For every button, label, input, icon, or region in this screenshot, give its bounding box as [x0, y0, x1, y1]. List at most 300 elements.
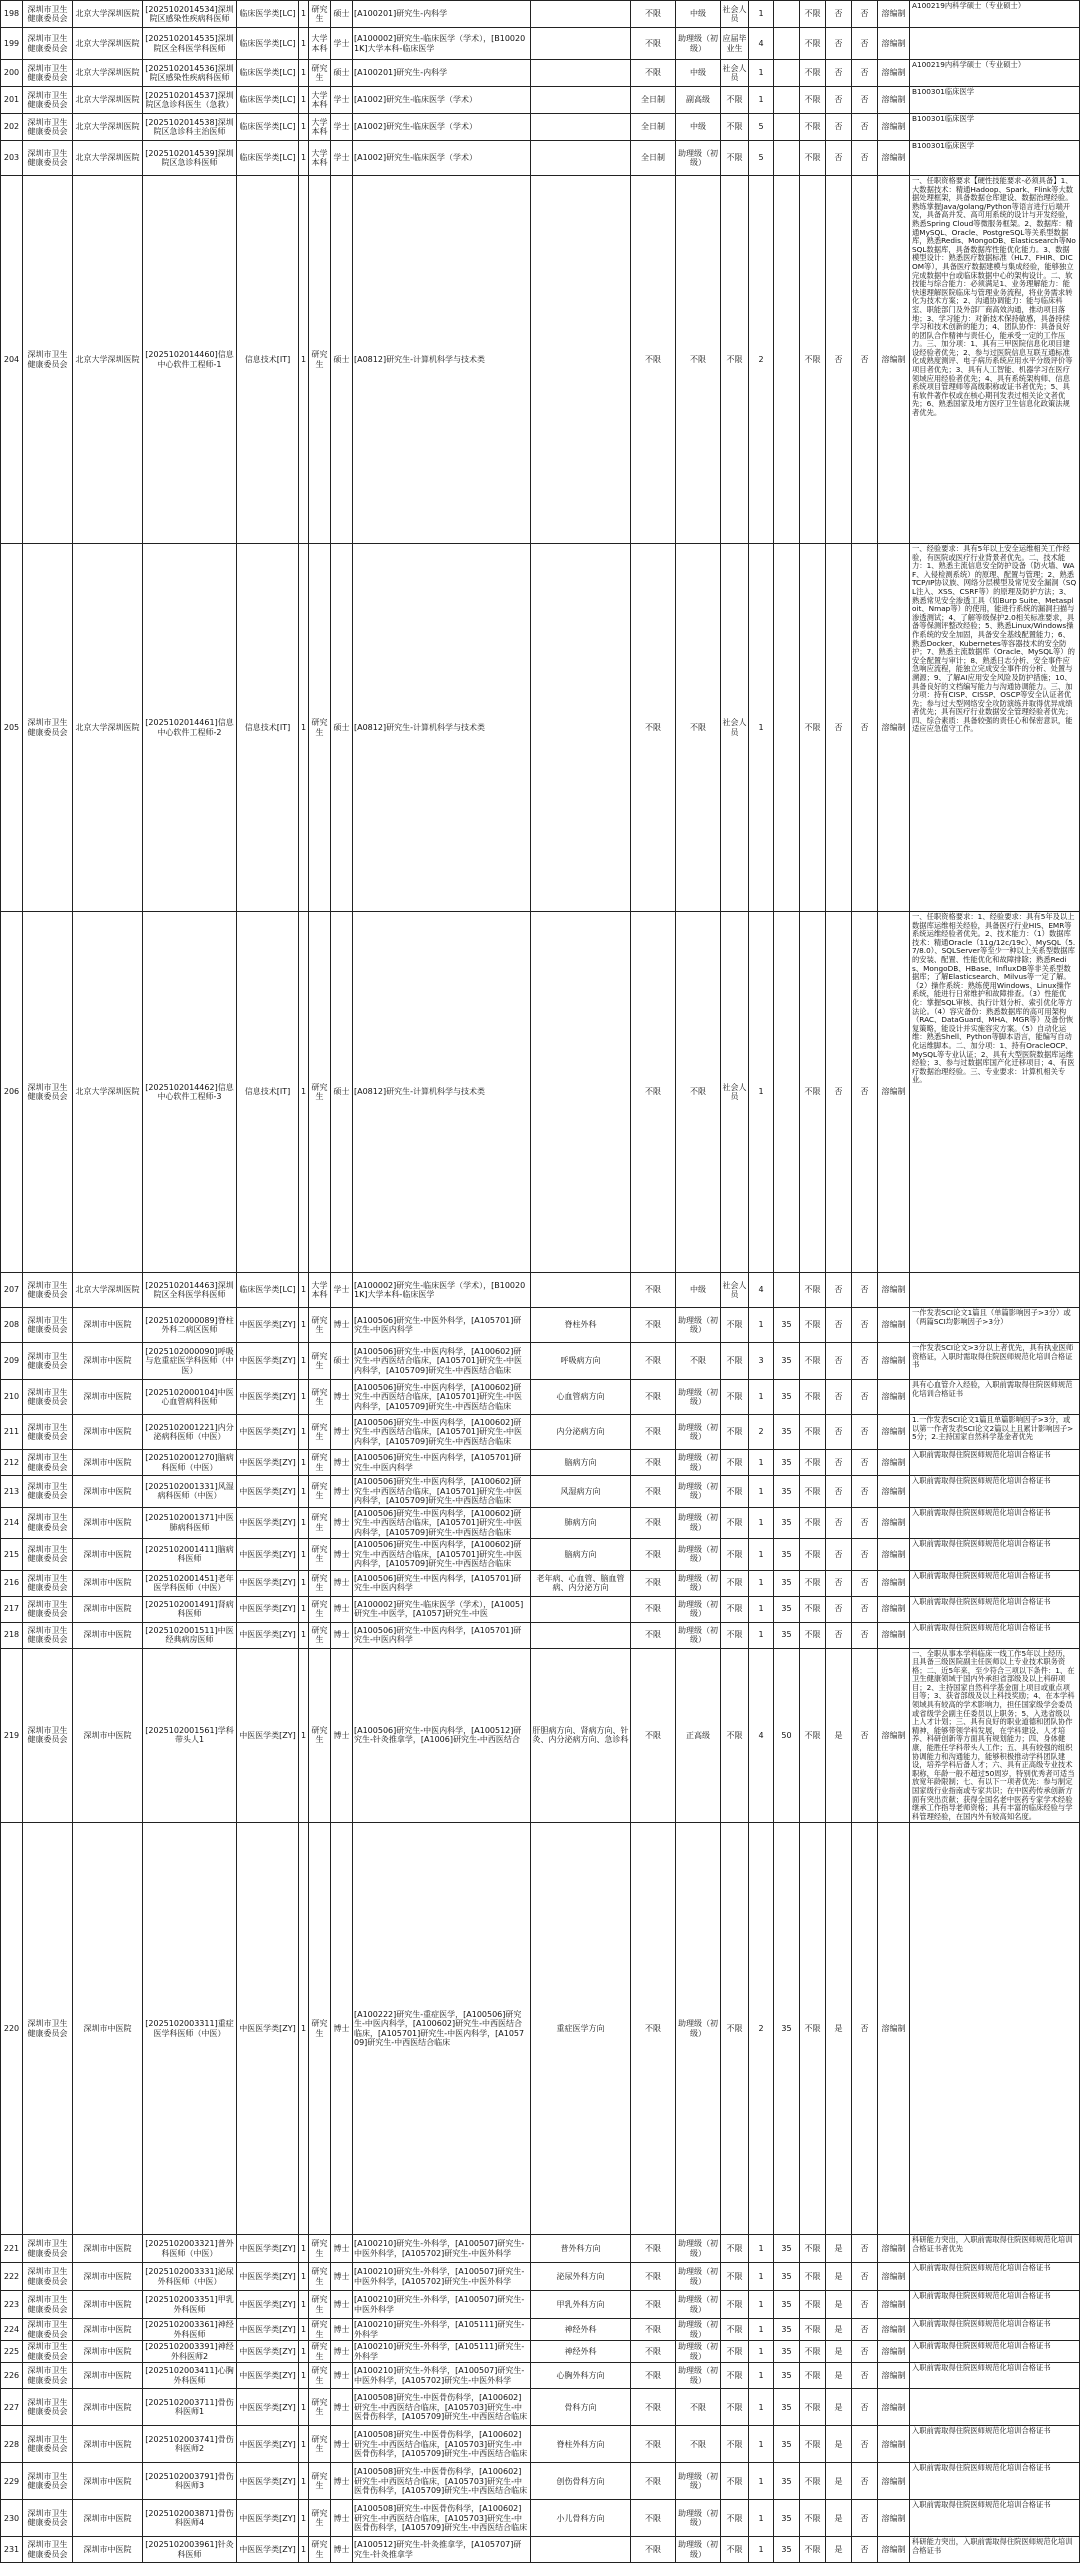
direction-cell: 肺病方向	[531, 1507, 631, 1539]
degree-cell: 硕士	[331, 1, 353, 28]
position-type-cell: 中医医学类[ZY]	[237, 2426, 299, 2463]
flag-d-cell: 否	[852, 1596, 878, 1622]
department-cell: 深圳市卫生健康委员会	[23, 114, 73, 141]
count-cell: 1	[299, 2500, 309, 2537]
direction-cell	[531, 1622, 631, 1648]
staffing-cell: 溶编制	[878, 2426, 910, 2463]
flag-d-cell: 否	[852, 544, 878, 912]
department-cell: 深圳市卫生健康委员会	[23, 1415, 73, 1450]
department-cell: 深圳市卫生健康委员会	[23, 1450, 73, 1476]
table-row	[1, 28, 1080, 60]
table-row	[1, 2291, 1080, 2319]
table-row	[1, 1380, 1080, 1415]
flag-d-cell: 否	[852, 2319, 878, 2341]
age-limit-cell	[774, 60, 800, 87]
major-cell: [A100506]研究生-中医内科学，[A100512]研究生-针灸推拿学，[A1006]研究生-中西医结合	[353, 1648, 531, 1823]
other-limit-cell: 不限	[800, 544, 826, 912]
department-cell: 深圳市卫生健康委员会	[23, 141, 73, 176]
department-cell: 深圳市卫生健康委员会	[23, 2319, 73, 2341]
flag-d-cell: 否	[852, 1507, 878, 1539]
direction-cell: 普外科方向	[531, 2235, 631, 2263]
education-cell: 研究生	[309, 1596, 331, 1622]
position-type-cell: 中医医学类[ZY]	[237, 2341, 299, 2363]
flag-d-cell: 否	[852, 2235, 878, 2263]
table-row	[1, 60, 1080, 87]
count-cell: 1	[299, 1450, 309, 1476]
department-cell: 深圳市卫生健康委员会	[23, 1622, 73, 1648]
unit-cell: 深圳市中医院	[73, 1380, 143, 1415]
position-code-cell: [2025102003741]骨伤科医师2	[143, 2426, 237, 2463]
table-row	[1, 1343, 1080, 1380]
flag-c-cell: 否	[826, 1539, 852, 1571]
staffing-cell: 溶编制	[878, 1273, 910, 1308]
education-cell: 研究生	[309, 2363, 331, 2389]
age-limit-cell: 35	[774, 2291, 800, 2319]
unit-cell: 深圳市中医院	[73, 2389, 143, 2426]
flag-c-cell: 是	[826, 2537, 852, 2563]
count-cell: 1	[299, 1308, 309, 1343]
requirement-cell: 一、全职从事本学科临床一线工作5年以上经历，且具备三级医院副主任医师以上专业技术职务资格；二、近5年来，至少符合三项以下条件：1、在卫生健康领域于国内外承担省部级及以上科研项目；2、主持国家自然科学基金面上项目或重点项目等；3、获省部级及以上科技奖励；4、在本学科领域具有较高的学术影响力，担任国家级学会委员或省级学会副主任委员以上职务；5、入选省级以上人才计划；三、具有良好的职业道德和团队协作精神，能够带领学科发展，在学科建设、人才培养、科研创新等方面具有规划能力；四、身体健康，能胜任学科带头人工作；五、具有较强的组织协调能力和沟通能力，能够积极推动学科团队建设，培养学科后备人才；六、具有正高级专业技术职称，年龄一般不超过50周岁，特别优秀者可适当放宽年龄限制；七、有以下一项者优先：参与制定国家级行业指南或专家共识；在中医药传承创新方面有突出贡献；获得全国名老中医药专家学术经验继承工作指导老师资格；具有丰富的临床经验与学科管理经验，在国内外有较高知名度。	[910, 1648, 1080, 1823]
staffing-cell: 溶编制	[878, 1308, 910, 1343]
department-cell: 深圳市卫生健康委员会	[23, 28, 73, 60]
title-level-cell: 助理级（初级）	[676, 141, 721, 176]
headcount-cell: 1	[749, 1596, 774, 1622]
age-limit-cell	[774, 912, 800, 1273]
source-cell: 应届毕业生	[721, 28, 749, 60]
staffing-cell: 溶编制	[878, 1648, 910, 1823]
study-mode-cell: 全日制	[631, 87, 676, 114]
staffing-cell: 溶编制	[878, 87, 910, 114]
flag-d-cell: 否	[852, 1343, 878, 1380]
position-code-cell: [2025102003411]心胸外科医师	[143, 2363, 237, 2389]
department-cell: 深圳市卫生健康委员会	[23, 2500, 73, 2537]
flag-d-cell: 否	[852, 2426, 878, 2463]
staffing-cell: 溶编制	[878, 2341, 910, 2363]
flag-d-cell: 否	[852, 2363, 878, 2389]
position-type-cell: 中医医学类[ZY]	[237, 1343, 299, 1380]
position-type-cell: 中医医学类[ZY]	[237, 1507, 299, 1539]
major-cell: [A100508]研究生-中医骨伤科学，[A100602]研究生-中西医结合临床，[A105703]研究生-中医骨伤科学，[A105709]研究生-中西医结合临床	[353, 2500, 531, 2537]
study-mode-cell: 不限	[631, 2291, 676, 2319]
education-cell: 研究生	[309, 2500, 331, 2537]
flag-c-cell: 否	[826, 1343, 852, 1380]
row-number: 224	[1, 2319, 23, 2341]
requirement-cell: 入职前需取得住院医师规范化培训合格证书	[910, 2426, 1080, 2463]
other-limit-cell: 不限	[800, 2463, 826, 2500]
count-cell: 1	[299, 1507, 309, 1539]
table-row	[1, 2389, 1080, 2426]
table-row	[1, 1570, 1080, 1596]
department-cell: 深圳市卫生健康委员会	[23, 1596, 73, 1622]
major-cell: [A100506]研究生-中医内科学，[A100602]研究生-中西医结合临床，[A105701]研究生-中医内科学，[A105709]研究生-中西医结合临床	[353, 1476, 531, 1508]
title-level-cell: 中级	[676, 114, 721, 141]
row-number: 228	[1, 2426, 23, 2463]
direction-cell	[531, 2537, 631, 2563]
row-number: 198	[1, 1, 23, 28]
table-row	[1, 1648, 1080, 1823]
unit-cell: 深圳市中医院	[73, 1823, 143, 2235]
position-code-cell: [2025102001451]老年医学科医师（中医）	[143, 1570, 237, 1596]
staffing-cell: 溶编制	[878, 1823, 910, 2235]
study-mode-cell: 不限	[631, 1476, 676, 1508]
source-cell: 不限	[721, 2319, 749, 2341]
title-level-cell: 助理级（初级）	[676, 2341, 721, 2363]
position-type-cell: 临床医学类[LC]	[237, 114, 299, 141]
requirement-cell: 一作发表SCI论文1篇且（单篇影响因子>3分）或（两篇SCI均影响因子>3分）	[910, 1308, 1080, 1343]
unit-cell: 深圳市中医院	[73, 2235, 143, 2263]
headcount-cell: 5	[749, 114, 774, 141]
headcount-cell: 1	[749, 2426, 774, 2463]
unit-cell: 深圳市中医院	[73, 2263, 143, 2291]
unit-cell: 深圳市中医院	[73, 2319, 143, 2341]
position-type-cell: 中医医学类[ZY]	[237, 1380, 299, 1415]
education-cell: 研究生	[309, 1539, 331, 1571]
unit-cell: 北京大学深圳医院	[73, 1, 143, 28]
major-cell: [A100210]研究生-外科学，[A100507]研究生-中医外科学	[353, 2291, 531, 2319]
department-cell: 深圳市卫生健康委员会	[23, 1273, 73, 1308]
headcount-cell: 2	[749, 1415, 774, 1450]
age-limit-cell: 35	[774, 2235, 800, 2263]
education-cell: 研究生	[309, 60, 331, 87]
degree-cell: 博士	[331, 1539, 353, 1571]
major-cell: [A0812]研究生-计算机科学与技术类	[353, 912, 531, 1273]
source-cell: 不限	[721, 1823, 749, 2235]
requirement-cell: 一、经验要求：具有5年以上安全运维相关工作经验，有医院或医疗行业背景者优先。二、技术能力：1、熟悉主流信息安全防护设备（防火墙、WAF、入侵检测系统）的原理、配置与管理；2、熟悉TCP/IP协议族、网络分层模型及常见安全漏洞（SQL注入、XSS、CSRF等）的原理及防护方法；3、熟悉常见安全渗透工具（如Burp Suite、Metasploit、Nmap等）的使用，能进行系统的漏洞扫描与渗透测试；4、了解等级保护2.0相关标准要求，具备等保测评整改经验；5、熟悉Linux/Windows操作系统的安全加固，具备安全基线配置能力；6、熟悉Docker、Kubernetes等容器技术的安全防护；7、熟悉主流数据库（Oracle、MySQL等）的安全配置与审计；8、熟悉日志分析、安全事件应急响应流程，能独立完成安全事件的分析、处置与溯源；9、了解AI应用安全风险及防护措施；10、具备良好的文档编写能力与沟通协调能力。三、加分项：持有CISP、CISSP、OSCP等安全认证者优先；参与过大型网络安全攻防演练并取得优异成绩者优先；具有医疗行业数据安全管理经验者优先；四、综合素质：具备较强的责任心和保密意识，能适应应急值守工作。	[910, 544, 1080, 912]
position-code-cell: [2025102014463]深圳院区全科医学科医师	[143, 1273, 237, 1308]
headcount-cell: 1	[749, 60, 774, 87]
other-limit-cell: 不限	[800, 2319, 826, 2341]
headcount-cell: 1	[749, 1450, 774, 1476]
education-cell: 大学本科	[309, 141, 331, 176]
degree-cell: 博士	[331, 2463, 353, 2500]
study-mode-cell: 不限	[631, 2389, 676, 2426]
table-row	[1, 2363, 1080, 2389]
title-level-cell: 助理级（初级）	[676, 1415, 721, 1450]
age-limit-cell: 35	[774, 1380, 800, 1415]
count-cell: 1	[299, 28, 309, 60]
count-cell: 1	[299, 2426, 309, 2463]
flag-c-cell: 否	[826, 1622, 852, 1648]
row-number: 203	[1, 141, 23, 176]
degree-cell: 博士	[331, 1823, 353, 2235]
study-mode-cell: 不限	[631, 2426, 676, 2463]
count-cell: 1	[299, 1380, 309, 1415]
major-cell: [A100506]研究生-中医内科学，[A100602]研究生-中西医结合临床，[A105701]研究生-中医内科学，[A105709]研究生-中西医结合临床	[353, 1343, 531, 1380]
flag-d-cell: 否	[852, 87, 878, 114]
staffing-cell: 溶编制	[878, 28, 910, 60]
major-cell: [A100508]研究生-中医骨伤科学，[A100602]研究生-中西医结合临床，[A105703]研究生-中医骨伤科学，[A105709]研究生-中西医结合临床	[353, 2389, 531, 2426]
degree-cell: 学士	[331, 114, 353, 141]
flag-c-cell: 否	[826, 1415, 852, 1450]
position-type-cell: 中医医学类[ZY]	[237, 1415, 299, 1450]
major-cell: [A1002]研究生-临床医学（学术）	[353, 141, 531, 176]
position-type-cell: 中医医学类[ZY]	[237, 2291, 299, 2319]
other-limit-cell: 不限	[800, 1622, 826, 1648]
flag-c-cell: 否	[826, 141, 852, 176]
position-type-cell: 中医医学类[ZY]	[237, 2319, 299, 2341]
staffing-cell: 溶编制	[878, 1622, 910, 1648]
count-cell: 1	[299, 2389, 309, 2426]
major-cell: [A100002]研究生-临床医学（学术），[A1005]研究生-中医学，[A1057]研究生-中医	[353, 1596, 531, 1622]
position-type-cell: 中医医学类[ZY]	[237, 1476, 299, 1508]
degree-cell: 博士	[331, 2341, 353, 2363]
title-level-cell: 助理级（初级）	[676, 1823, 721, 2235]
unit-cell: 北京大学深圳医院	[73, 114, 143, 141]
other-limit-cell: 不限	[800, 1308, 826, 1343]
position-code-cell: [2025102014460]信息中心软件工程师-1	[143, 176, 237, 544]
major-cell: [A100002]研究生-临床医学（学术），[B100201K]大学本科-临床医学	[353, 28, 531, 60]
requirement-cell: 入职前需取得住院医师规范化培训合格证书	[910, 2319, 1080, 2341]
education-cell: 研究生	[309, 1648, 331, 1823]
source-cell: 不限	[721, 1450, 749, 1476]
row-number: 199	[1, 28, 23, 60]
flag-c-cell: 否	[826, 176, 852, 544]
requirement-cell: 入职前需取得住院医师规范化培训合格证书	[910, 1507, 1080, 1539]
headcount-cell: 1	[749, 1570, 774, 1596]
major-cell: [A100506]研究生-中医内科学，[A105701]研究生-中医内科学	[353, 1622, 531, 1648]
flag-c-cell: 否	[826, 912, 852, 1273]
position-code-cell: [2025102001371]中医肺病科医师	[143, 1507, 237, 1539]
department-cell: 深圳市卫生健康委员会	[23, 912, 73, 1273]
position-code-cell: [2025102000089]脊柱外科二病区医师	[143, 1308, 237, 1343]
position-code-cell: [2025102003351]甲乳外科医师	[143, 2291, 237, 2319]
age-limit-cell: 35	[774, 1308, 800, 1343]
flag-c-cell: 否	[826, 1476, 852, 1508]
direction-cell	[531, 1273, 631, 1308]
education-cell: 研究生	[309, 912, 331, 1273]
flag-c-cell: 否	[826, 87, 852, 114]
other-limit-cell: 不限	[800, 2341, 826, 2363]
direction-cell	[531, 176, 631, 544]
degree-cell: 博士	[331, 2319, 353, 2341]
position-code-cell: [2025102003711]骨伤科医师1	[143, 2389, 237, 2426]
other-limit-cell: 不限	[800, 912, 826, 1273]
major-cell: [A100506]研究生-中医内科学，[A105701]研究生-中医内科学	[353, 1450, 531, 1476]
other-limit-cell: 不限	[800, 1415, 826, 1450]
headcount-cell: 4	[749, 28, 774, 60]
direction-cell	[531, 1, 631, 28]
table-row	[1, 544, 1080, 912]
department-cell: 深圳市卫生健康委员会	[23, 1343, 73, 1380]
row-number: 230	[1, 2500, 23, 2537]
table-row	[1, 141, 1080, 176]
table-row	[1, 912, 1080, 1273]
row-number: 210	[1, 1380, 23, 1415]
direction-cell: 脑病方向	[531, 1539, 631, 1571]
education-cell: 研究生	[309, 1476, 331, 1508]
position-type-cell: 中医医学类[ZY]	[237, 2235, 299, 2263]
title-level-cell: 助理级（初级）	[676, 2537, 721, 2563]
degree-cell: 硕士	[331, 176, 353, 544]
source-cell: 不限	[721, 2363, 749, 2389]
study-mode-cell: 不限	[631, 2463, 676, 2500]
age-limit-cell: 35	[774, 1507, 800, 1539]
count-cell: 1	[299, 60, 309, 87]
degree-cell: 博士	[331, 2363, 353, 2389]
staffing-cell: 溶编制	[878, 176, 910, 544]
flag-c-cell: 否	[826, 1273, 852, 1308]
requirement-cell: 入职前需取得住院医师规范化培训合格证书	[910, 2291, 1080, 2319]
headcount-cell: 4	[749, 1648, 774, 1823]
education-cell: 研究生	[309, 2341, 331, 2363]
department-cell: 深圳市卫生健康委员会	[23, 1539, 73, 1571]
staffing-cell: 溶编制	[878, 2235, 910, 2263]
requirement-cell: 具有心血管介入经验，入职前需取得住院医师规范化培训合格证书	[910, 1380, 1080, 1415]
major-cell: [A100508]研究生-中医骨伤科学，[A100602]研究生-中西医结合临床，[A105703]研究生-中医骨伤科学，[A105709]研究生-中西医结合临床	[353, 2426, 531, 2463]
flag-c-cell: 否	[826, 1450, 852, 1476]
source-cell: 不限	[721, 1622, 749, 1648]
unit-cell: 北京大学深圳医院	[73, 141, 143, 176]
department-cell: 深圳市卫生健康委员会	[23, 1308, 73, 1343]
headcount-cell: 4	[749, 1273, 774, 1308]
row-number: 202	[1, 114, 23, 141]
table-row	[1, 1823, 1080, 2235]
requirement-cell: 入职前需取得住院医师规范化培训合格证书	[910, 1570, 1080, 1596]
row-number: 215	[1, 1539, 23, 1571]
study-mode-cell: 不限	[631, 1308, 676, 1343]
count-cell: 1	[299, 1539, 309, 1571]
position-code-cell: [2025102014462]信息中心软件工程师-3	[143, 912, 237, 1273]
title-level-cell: 不限	[676, 176, 721, 544]
flag-c-cell: 否	[826, 1596, 852, 1622]
row-number: 211	[1, 1415, 23, 1450]
education-cell: 研究生	[309, 1622, 331, 1648]
study-mode-cell: 不限	[631, 1415, 676, 1450]
source-cell: 社会人员	[721, 544, 749, 912]
flag-c-cell: 是	[826, 2389, 852, 2426]
department-cell: 深圳市卫生健康委员会	[23, 2363, 73, 2389]
major-cell: [A0812]研究生-计算机科学与技术类	[353, 544, 531, 912]
major-cell: [A100210]研究生-外科学，[A100507]研究生-中医外科学，[A105702]研究生-中医外科学	[353, 2263, 531, 2291]
requirement-cell: 入职前需取得住院医师规范化培训合格证书	[910, 1539, 1080, 1571]
row-number: 216	[1, 1570, 23, 1596]
age-limit-cell: 35	[774, 1570, 800, 1596]
flag-c-cell: 是	[826, 1648, 852, 1823]
study-mode-cell: 不限	[631, 1273, 676, 1308]
other-limit-cell: 不限	[800, 1507, 826, 1539]
row-number: 229	[1, 2463, 23, 2500]
flag-c-cell: 否	[826, 1380, 852, 1415]
row-number: 212	[1, 1450, 23, 1476]
staffing-cell: 溶编制	[878, 1343, 910, 1380]
other-limit-cell: 不限	[800, 1, 826, 28]
direction-cell: 神经外科	[531, 2341, 631, 2363]
position-type-cell: 中医医学类[ZY]	[237, 2500, 299, 2537]
row-number: 208	[1, 1308, 23, 1343]
direction-cell: 呼吸病方向	[531, 1343, 631, 1380]
education-cell: 研究生	[309, 1507, 331, 1539]
study-mode-cell: 不限	[631, 2235, 676, 2263]
education-cell: 研究生	[309, 1823, 331, 2235]
age-limit-cell	[774, 176, 800, 544]
title-level-cell: 助理级（初级）	[676, 1308, 721, 1343]
other-limit-cell: 不限	[800, 1273, 826, 1308]
source-cell: 不限	[721, 2500, 749, 2537]
education-cell: 研究生	[309, 2263, 331, 2291]
major-cell: [A100506]研究生-中医内科学，[A105701]研究生-中医内科学	[353, 1570, 531, 1596]
flag-c-cell: 是	[826, 2291, 852, 2319]
table-row	[1, 1415, 1080, 1450]
count-cell: 1	[299, 87, 309, 114]
source-cell: 社会人员	[721, 1273, 749, 1308]
degree-cell: 硕士	[331, 1343, 353, 1380]
requirement-cell	[910, 28, 1080, 60]
major-cell: [A100512]研究生-针灸推拿学，[A105707]研究生-针灸推拿学	[353, 2537, 531, 2563]
count-cell: 1	[299, 1570, 309, 1596]
major-cell: [A100002]研究生-临床医学（学术），[B100201K]大学本科-临床医学	[353, 1273, 531, 1308]
department-cell: 深圳市卫生健康委员会	[23, 1823, 73, 2235]
unit-cell: 北京大学深圳医院	[73, 60, 143, 87]
source-cell: 不限	[721, 1648, 749, 1823]
direction-cell: 老年病、心血管、脑血管病、内分泌方向	[531, 1570, 631, 1596]
unit-cell: 深圳市中医院	[73, 2341, 143, 2363]
degree-cell: 硕士	[331, 544, 353, 912]
staffing-cell: 溶编制	[878, 1570, 910, 1596]
study-mode-cell: 不限	[631, 2263, 676, 2291]
major-cell: [A100222]研究生-重症医学，[A100506]研究生-中医内科学，[A100602]研究生-中西医结合临床，[A105701]研究生-中医内科学，[A105709]研究生-中西医结合临床	[353, 1823, 531, 2235]
unit-cell: 北京大学深圳医院	[73, 87, 143, 114]
direction-cell: 心血管病方向	[531, 1380, 631, 1415]
department-cell: 深圳市卫生健康委员会	[23, 1507, 73, 1539]
flag-d-cell: 否	[852, 60, 878, 87]
department-cell: 深圳市卫生健康委员会	[23, 176, 73, 544]
source-cell: 不限	[721, 2291, 749, 2319]
requirement-cell: 入职前需取得住院医师规范化培训合格证书	[910, 2363, 1080, 2389]
requirement-cell	[910, 1273, 1080, 1308]
major-cell: [A100210]研究生-外科学，[A100507]研究生-中医外科学，[A105702]研究生-中医外科学	[353, 2235, 531, 2263]
headcount-cell: 2	[749, 1823, 774, 2235]
source-cell: 不限	[721, 2235, 749, 2263]
age-limit-cell	[774, 87, 800, 114]
other-limit-cell: 不限	[800, 2291, 826, 2319]
table-row	[1, 1622, 1080, 1648]
other-limit-cell: 不限	[800, 2426, 826, 2463]
table-row	[1, 87, 1080, 114]
degree-cell: 学士	[331, 28, 353, 60]
study-mode-cell: 不限	[631, 2500, 676, 2537]
position-code-cell: [2025102001511]中医经典病房医师	[143, 1622, 237, 1648]
degree-cell: 博士	[331, 1415, 353, 1450]
age-limit-cell: 35	[774, 2341, 800, 2363]
row-number: 225	[1, 2341, 23, 2363]
title-level-cell: 助理级（初级）	[676, 2291, 721, 2319]
other-limit-cell: 不限	[800, 2389, 826, 2426]
staffing-cell: 溶编制	[878, 1596, 910, 1622]
headcount-cell: 1	[749, 1622, 774, 1648]
direction-cell	[531, 28, 631, 60]
title-level-cell: 助理级（初级）	[676, 2263, 721, 2291]
position-type-cell: 中医医学类[ZY]	[237, 1570, 299, 1596]
flag-c-cell: 否	[826, 1570, 852, 1596]
count-cell: 1	[299, 1648, 309, 1823]
headcount-cell: 1	[749, 1476, 774, 1508]
direction-cell	[531, 912, 631, 1273]
position-code-cell: [2025102000090]呼吸与危重症医学科医师（中医）	[143, 1343, 237, 1380]
unit-cell: 深圳市中医院	[73, 2291, 143, 2319]
department-cell: 深圳市卫生健康委员会	[23, 2463, 73, 2500]
count-cell: 1	[299, 1, 309, 28]
headcount-cell: 1	[749, 2500, 774, 2537]
count-cell: 1	[299, 141, 309, 176]
source-cell: 不限	[721, 114, 749, 141]
age-limit-cell: 35	[774, 1343, 800, 1380]
count-cell: 1	[299, 2319, 309, 2341]
title-level-cell: 中级	[676, 1273, 721, 1308]
flag-c-cell: 否	[826, 28, 852, 60]
flag-c-cell: 否	[826, 114, 852, 141]
study-mode-cell: 不限	[631, 2319, 676, 2341]
unit-cell: 深圳市中医院	[73, 1415, 143, 1450]
